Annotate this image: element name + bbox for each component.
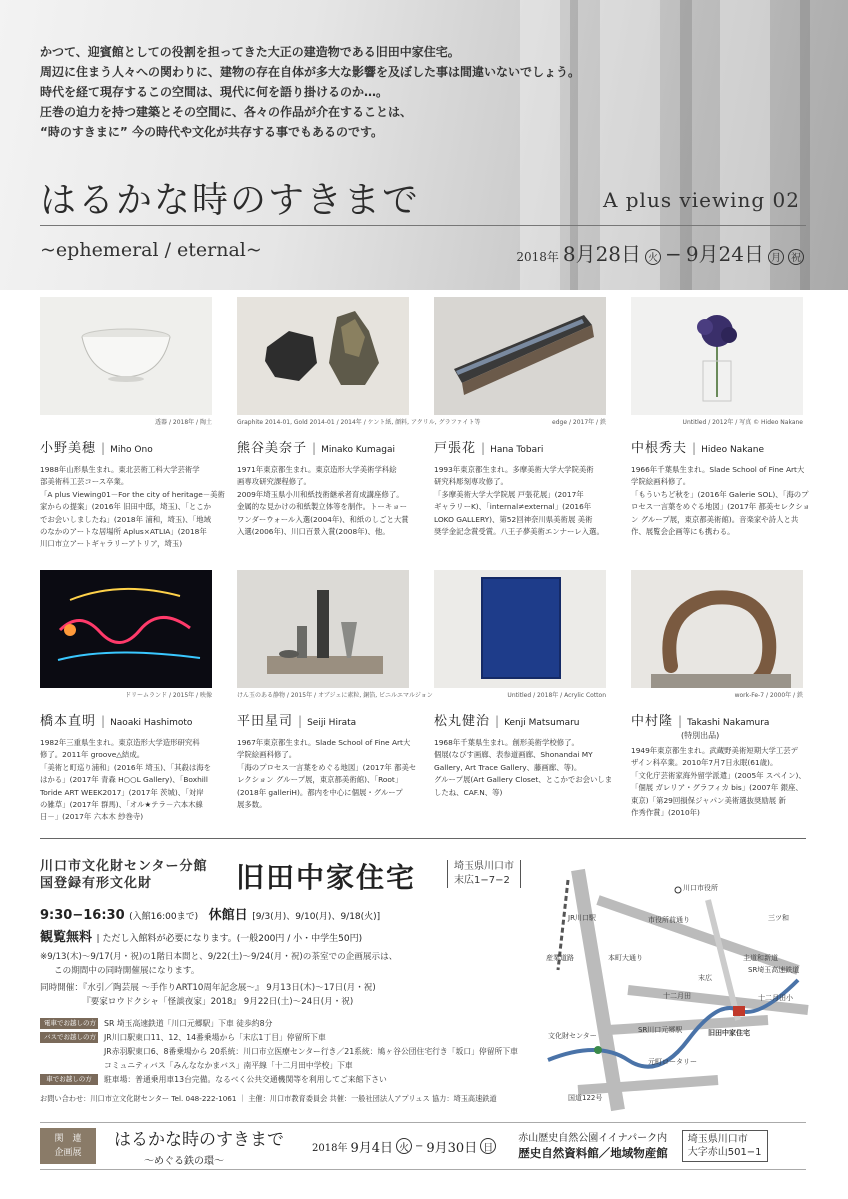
artist-name-jp: 中村隆: [631, 714, 674, 729]
artwork-credit: けん玉のある静物 / 2015年 / オブジェに素粒, 銅箔, ビニルエマルジョン: [237, 692, 433, 699]
map-label: 本町大通り: [608, 954, 643, 962]
artist-name-en: Hideo Nakane: [701, 445, 765, 455]
related-place-line: 赤山歴史自然公園イイナパーク内: [518, 1133, 668, 1144]
bio-line: 作秀作賞」(2010年): [631, 808, 700, 818]
cityhall-marker-icon: [675, 887, 681, 893]
name-separator: |: [495, 714, 500, 728]
bio-line: 1949年東京都生まれ。武蔵野美術短期大学工芸デ: [631, 746, 799, 755]
bio-line: ワンダーウォール入選(2004年)、和紙のしごと大賞: [237, 514, 409, 524]
artwork-photo: [237, 570, 409, 688]
note-line: ※9/13(木)～9/17(月・祝)の1階日本間と、9/22(土)～9/24(月・祝)の茶室での企画展示は、: [40, 952, 398, 962]
artist-bio: [40, 464, 225, 551]
bio-line: 学院絵画科修了。: [237, 750, 297, 760]
artist-name: [237, 437, 409, 456]
bio-line: 奨学金記念賞受賞。八王子夢美術エンナーレ入選。: [434, 527, 604, 537]
hours-note: (入館16:00まで): [129, 912, 199, 922]
access-text: 駐車場：普通乗用車13台完備。なるべく公共交通機関等を利用してご来館下さい: [104, 1075, 387, 1084]
map-label: 元町ロータリー: [648, 1058, 697, 1066]
artwork-photo: [631, 297, 803, 415]
venue-org-line: 川口市文化財センター分館: [40, 859, 208, 874]
artwork-credit: Untitled / 2018年 / Acrylic Cotton: [507, 692, 606, 699]
map-label: 末広: [698, 974, 712, 982]
related-subtitle: ～めぐる鉄の環～: [144, 1156, 224, 1167]
weekday-badge: 火: [396, 1138, 412, 1154]
flower-image: [631, 297, 803, 415]
intro-line: 圧巻の迫力を持つ建築とその空間に、各々の作品が介在することは、: [40, 105, 413, 119]
divider: [40, 838, 806, 839]
artist-name: [434, 437, 606, 456]
artist-card: [631, 297, 810, 538]
artist-name-en: Kenji Matsumaru: [504, 718, 580, 728]
bio-line: 修了。2011年 groove△結成。: [40, 750, 145, 760]
bio-line: の雑草」(2017年 群馬)、「オル★テラ－六本木線: [40, 800, 203, 810]
address-line: 末広1−7−2: [454, 875, 510, 886]
name-separator: |: [678, 714, 683, 728]
venue-marker-icon: [733, 1006, 745, 1016]
related-start: 9月4日: [350, 1140, 393, 1156]
artist-bio: [631, 464, 810, 538]
bio-line: 川口市立アートギャラリーアトリア，埼玉): [40, 539, 183, 549]
access-info: [40, 1018, 518, 1088]
bio-line: 展多数。: [237, 800, 267, 810]
bio-line: 2009年埼玉県小川和紙技術継承者育成講座修了。: [237, 489, 404, 499]
artist-name-en: Hana Tobari: [490, 445, 544, 455]
artist-name-en: Naoaki Hashimoto: [110, 718, 193, 728]
artist-name: [40, 437, 212, 456]
bio-line: グループ展(Art Gallery Closet、とこかでお会いしま: [434, 775, 613, 785]
name-separator: |: [101, 714, 106, 728]
bio-line: 東京)「第29回損保ジャパン美術選抜奨励展 新: [631, 795, 786, 805]
map-label: 主道和新道: [743, 954, 778, 962]
access-map: [538, 860, 808, 1110]
weekday-badge: 火: [645, 249, 661, 265]
artist-name-jp: 熊谷美奈子: [237, 441, 308, 456]
name-separator: |: [481, 441, 486, 455]
artist-card: [40, 297, 225, 551]
artist-card: [40, 570, 212, 824]
venue-address: [447, 860, 521, 888]
map-label: 市役所前通り: [648, 916, 690, 924]
artist-card: [631, 570, 806, 819]
artwork-credit: Graphite 2014-01, Gold 2014-01 / 2014年 / ケント紙, 顔料, アクリル, グラファイト等: [237, 419, 481, 426]
bio-line: 「文化庁芸術家海外留学派遣」(2005年 スペイン)、: [631, 770, 806, 780]
artwork-photo: [631, 570, 803, 688]
sculpture-image: [237, 297, 409, 415]
map-label: 国道122号: [568, 1094, 603, 1102]
related-dates: [312, 1137, 496, 1156]
artwork-credit: 透器 / 2018年 / 陶土: [155, 419, 212, 426]
address-line: 埼玉県川口市: [454, 861, 514, 872]
artwork-photo: [434, 570, 606, 688]
closed-label: 休館日: [208, 908, 248, 923]
bio-line: Gallery, Art Trace Gallery、藤画廊、等)。: [434, 762, 582, 772]
bio-line: 画専攻研究課程修了。: [237, 477, 311, 487]
artist-name-jp: 戸張花: [434, 441, 477, 456]
bio-line: 1993年東京都生まれ。多摩美術大学大学院美術: [434, 465, 594, 474]
artist-name-jp: 平田星司: [237, 714, 294, 729]
bowl-image: [40, 297, 212, 415]
intro-line: “時のすきまに” 今の時代や文化が共存する事でもあるのです。: [40, 125, 383, 139]
series-label: A plus viewing 02: [602, 188, 800, 212]
artist-bio: [237, 737, 417, 811]
artist-name-en: Takashi Nakamura: [687, 718, 770, 728]
map-label: 産業道路: [546, 954, 574, 962]
bio-line: 個展(なびす画廊、表参道画廊、Shonandai MY: [434, 750, 593, 760]
access-tag: バスでお越しの方: [40, 1032, 98, 1043]
artwork-credit: Untitled / 2012年 / 写真 © Hideo Nakane: [682, 419, 803, 426]
related-exhibition-banner: [40, 1122, 806, 1170]
access-row: [40, 1032, 518, 1044]
concurrent-line: 『要家ロウドクシャ「怪談夜家」2018』 9月22日(土)～24日(月・祝): [82, 997, 354, 1007]
bio-line: でお会いしましたね」(2018年 浦和，埼玉)、「地域: [40, 514, 212, 524]
concurrent-events: [40, 981, 376, 1009]
map-label: 川口市役所: [683, 884, 718, 892]
bio-line: 1967年東京都生まれ。Slade School of Fine Art大: [237, 738, 411, 747]
exhibition-dates: [516, 238, 804, 267]
note-line: この期間中の同時開催展になります。: [54, 966, 200, 976]
bio-line: 入選(2006年)、川口百景入賞(2008年)、他。: [237, 527, 390, 537]
map-label: JR川口駅: [568, 914, 596, 922]
artist-card: [434, 297, 606, 538]
bio-line: 1982年三重県生まれ。東京造形大学造形研究科: [40, 738, 200, 747]
access-text: JR赤羽駅東口6、8番乗場から 20系統：川口市立医療センター行き／21系統：鳩ヶ谷公団住宅行き「坂口」停留所下車: [104, 1047, 518, 1056]
artist-name: [434, 710, 606, 729]
name-separator: |: [692, 441, 697, 455]
bio-line: 「美術と町巡り浦和」(2016年 埼玉)、「其殺は海を: [40, 762, 212, 772]
bio-line: 作、展覧会企画等にも携わる。: [631, 527, 735, 537]
contact-info: お問い合わせ：川口市立文化財センター Tel. 048-222-1061 ｜ 主催：川口市教育委員会 共催：一般社団法人アプリュス 協力：埼玉高速鉄道: [40, 1094, 497, 1103]
intro-line: 時代を経て現存するこの空間は、現代に何を語り掛けるのか…。: [40, 85, 389, 99]
bio-line: のなかのアートな居場所 Aplus×ATLIA」(2018年: [40, 527, 207, 537]
artist-name-en: Seiji Hirata: [307, 718, 357, 728]
map-label: SR埼玉高速鉄道: [748, 966, 800, 974]
related-title-text: はるかな時のすきまで: [114, 1130, 284, 1150]
intro-line: 周辺に住まう人々への関わりに、建物の存在自体が多大な影響を及ぼした事は間違いないでしょう。: [40, 65, 581, 79]
name-separator: |: [298, 714, 303, 728]
artwork-credit: work-Fe-7 / 2000年 / 鉄: [734, 692, 803, 699]
special-exhibit-label: (特別出品): [681, 731, 720, 740]
artist-name-en: Miho Ono: [110, 445, 153, 455]
bio-line: 学院絵画科修了。: [631, 477, 691, 487]
artwork-photo: [40, 570, 212, 688]
admission-label: 観覧無料: [40, 930, 93, 945]
bio-line: 「個展 ガレリア・グラフィカ bis」(2007年 銀座、: [631, 783, 803, 793]
related-end: 9月30日: [426, 1140, 478, 1156]
hours-value: 9:30−16:30: [40, 908, 125, 923]
artwork-photo: [434, 297, 606, 415]
neon-image: [40, 570, 212, 688]
name-separator: |: [312, 441, 317, 455]
access-tag: 電車でお越しの方: [40, 1018, 98, 1029]
bio-line: 「A plus Viewing01－For the city of heritage－美術: [40, 489, 225, 499]
bio-line: 1971年東京都生まれ。東京造形大学美術学科絵: [237, 465, 397, 474]
bio-line: (2018年 galleriH)。都内を中心に個展・グループ: [237, 787, 403, 797]
artwork-credit: ドリームランド / 2015年 / 映像: [125, 692, 212, 699]
bio-line: 部美術科工芸コース卒業。: [40, 477, 129, 487]
bio-line: 1966年千葉県生まれ。Slade School of Fine Art大: [631, 465, 805, 474]
access-row: [40, 1074, 518, 1086]
bio-line: はかる」(2017年 青森 H○○L Gallery)、「Boxhill: [40, 775, 208, 785]
bio-line: 研究科彫刻専攻修了。: [434, 477, 508, 487]
exhibition-title: はるかな時のすきまで: [40, 180, 421, 221]
artist-bio: [40, 737, 212, 824]
bio-line: 「多摩美術大学大学院展 戸張花展」(2017年: [434, 489, 584, 499]
venue-org: [40, 858, 207, 892]
date-start: 8月28日: [562, 242, 642, 266]
schedule-note: [40, 950, 397, 978]
related-dash: −: [415, 1140, 424, 1152]
bio-line: 1988年山形県生まれ。東北芸術工科大学芸術学: [40, 465, 200, 474]
exhibition-subtitle: ~ephemeral / eternal~: [40, 239, 262, 261]
name-separator: |: [101, 441, 106, 455]
map-label: 旧田中家住宅: [708, 1029, 750, 1037]
artwork-photo: [40, 297, 212, 415]
venue-name: 旧田中家住宅: [236, 861, 417, 894]
bio-line: ザイン科卒業。2010年7月7日永眠(61歳)。: [631, 758, 778, 768]
weekday-badge: 月: [768, 249, 784, 265]
bio-line: 家からの提案」(2016年 旧田中邸，埼玉)、「とこか: [40, 502, 212, 512]
intro-text: [40, 42, 581, 142]
artwork-credit: edge / 2017年 / 鉄: [552, 419, 606, 426]
artist-bio: [434, 737, 613, 799]
related-tag-line: 企画展: [54, 1148, 82, 1158]
related-address: [682, 1130, 768, 1162]
artist-bio: [237, 464, 409, 538]
related-place: [518, 1131, 668, 1161]
related-tag: [40, 1128, 96, 1164]
date-year: 2018年: [516, 250, 559, 264]
map-label: 三ツ和: [768, 914, 789, 922]
artist-name: [631, 437, 803, 456]
concurrent-line: 同時開催：『水引／陶芸展 ～手作りART10周年記念展～』 9月13日(木)～17日(月・祝): [40, 983, 376, 993]
weekday-badge: 日: [480, 1138, 496, 1154]
bio-line: ン グループ展，東京都美術館)。音楽家や詩人と共: [631, 514, 799, 524]
map-label: 十二月田: [663, 992, 691, 1000]
bio-line: ギャラリーK)、「internal≠external」(2016年: [434, 502, 592, 512]
map-label: 文化財センター: [548, 1032, 597, 1040]
related-title: [114, 1125, 284, 1167]
access-text: SR 埼玉高速鉄道「川口元郷駅」下車 徒歩約8分: [104, 1019, 273, 1028]
bio-line: したね、CAF.N、等): [434, 787, 503, 797]
artist-name-jp: 橋本直明: [40, 714, 97, 729]
bio-line: Toride ART WEEK2017」(2017年 茨城)、「対岸: [40, 787, 204, 797]
date-end: 9月24日: [685, 242, 764, 266]
address-line: 大字赤山501−1: [687, 1147, 762, 1158]
closed-days: [9/3(月)、9/10(月)、9/18(火)]: [252, 912, 381, 922]
artist-card: [237, 570, 433, 811]
opening-hours: [40, 904, 380, 923]
access-tag: 車でお越しの方: [40, 1074, 98, 1085]
blue-painting-image: [434, 570, 606, 688]
access-row: [40, 1018, 518, 1030]
access-row: [40, 1046, 518, 1058]
bio-line: LOKO GALLERY)、第52回神奈川県美術展 美術: [434, 514, 593, 524]
bio-line: 金属的な見かけの和紙製立体等を制作。トーキョー: [237, 502, 407, 512]
holiday-badge: 祝: [788, 249, 804, 265]
iron-ring-image: [631, 570, 803, 688]
bio-line: レクション グループ展，東京都美術館)、「Root」: [237, 775, 403, 785]
related-year: 2018年: [312, 1142, 348, 1154]
bio-line: 「海のプロセス一言葉をめぐる地図」(2017年 都美セ: [237, 762, 417, 772]
artist-name: [631, 710, 803, 729]
related-place-line: 歴史自然資料館／地域物産館: [518, 1146, 668, 1160]
related-tag-line: 関 連: [54, 1134, 82, 1144]
admission-note: | ただし入館料が必要になります。(一般200円 / 小・中学生50円): [96, 934, 363, 944]
artist-name-jp: 小野美穂: [40, 441, 97, 456]
artist-bio: [434, 464, 606, 538]
artist-name-jp: 中根秀夫: [631, 441, 688, 456]
bio-line: ロセス一言葉をめぐる地図」(2017年 都美セレクショ: [631, 502, 810, 512]
date-dash: −: [665, 242, 682, 266]
access-text: JR川口駅東口11、12、14番乗場から「末広1丁目」停留所下車: [104, 1033, 326, 1042]
bio-line: 日－」(2017年 六本木 紗巻寺): [40, 812, 144, 822]
artist-bio: [631, 745, 806, 819]
access-text: コミュニティバス「みんななかまバス」南平線「十二月田中学校」下車: [104, 1061, 353, 1070]
map-label: 十二月田小: [758, 994, 793, 1002]
center-marker-icon: [594, 1046, 602, 1054]
artist-name-jp: 松丸健治: [434, 714, 491, 729]
artist-name-en: Minako Kumagai: [321, 445, 395, 455]
admission: [40, 926, 362, 945]
bio-line: 「もういちど秋を」(2016年 Galerie SOL)、「海のプ: [631, 489, 809, 499]
address-line: 埼玉県川口市: [687, 1134, 748, 1145]
intro-line: かつて、迎賓館としての役割を担ってきた大正の建造物である旧田中家住宅。: [40, 45, 460, 59]
bio-line: 1968年千葉県生まれ。創形美術学校修了。: [434, 738, 579, 747]
artist-card: [434, 570, 613, 799]
steel-image: [434, 297, 606, 415]
access-row: [40, 1060, 518, 1072]
divider: [40, 225, 806, 226]
artwork-photo: [237, 297, 409, 415]
still-life-image: [237, 570, 409, 688]
map-label: SR川口元郷駅: [638, 1026, 683, 1034]
artist-name: [237, 710, 409, 729]
artist-name: [40, 710, 212, 729]
venue-org-line: 国登録有形文化財: [40, 876, 153, 891]
